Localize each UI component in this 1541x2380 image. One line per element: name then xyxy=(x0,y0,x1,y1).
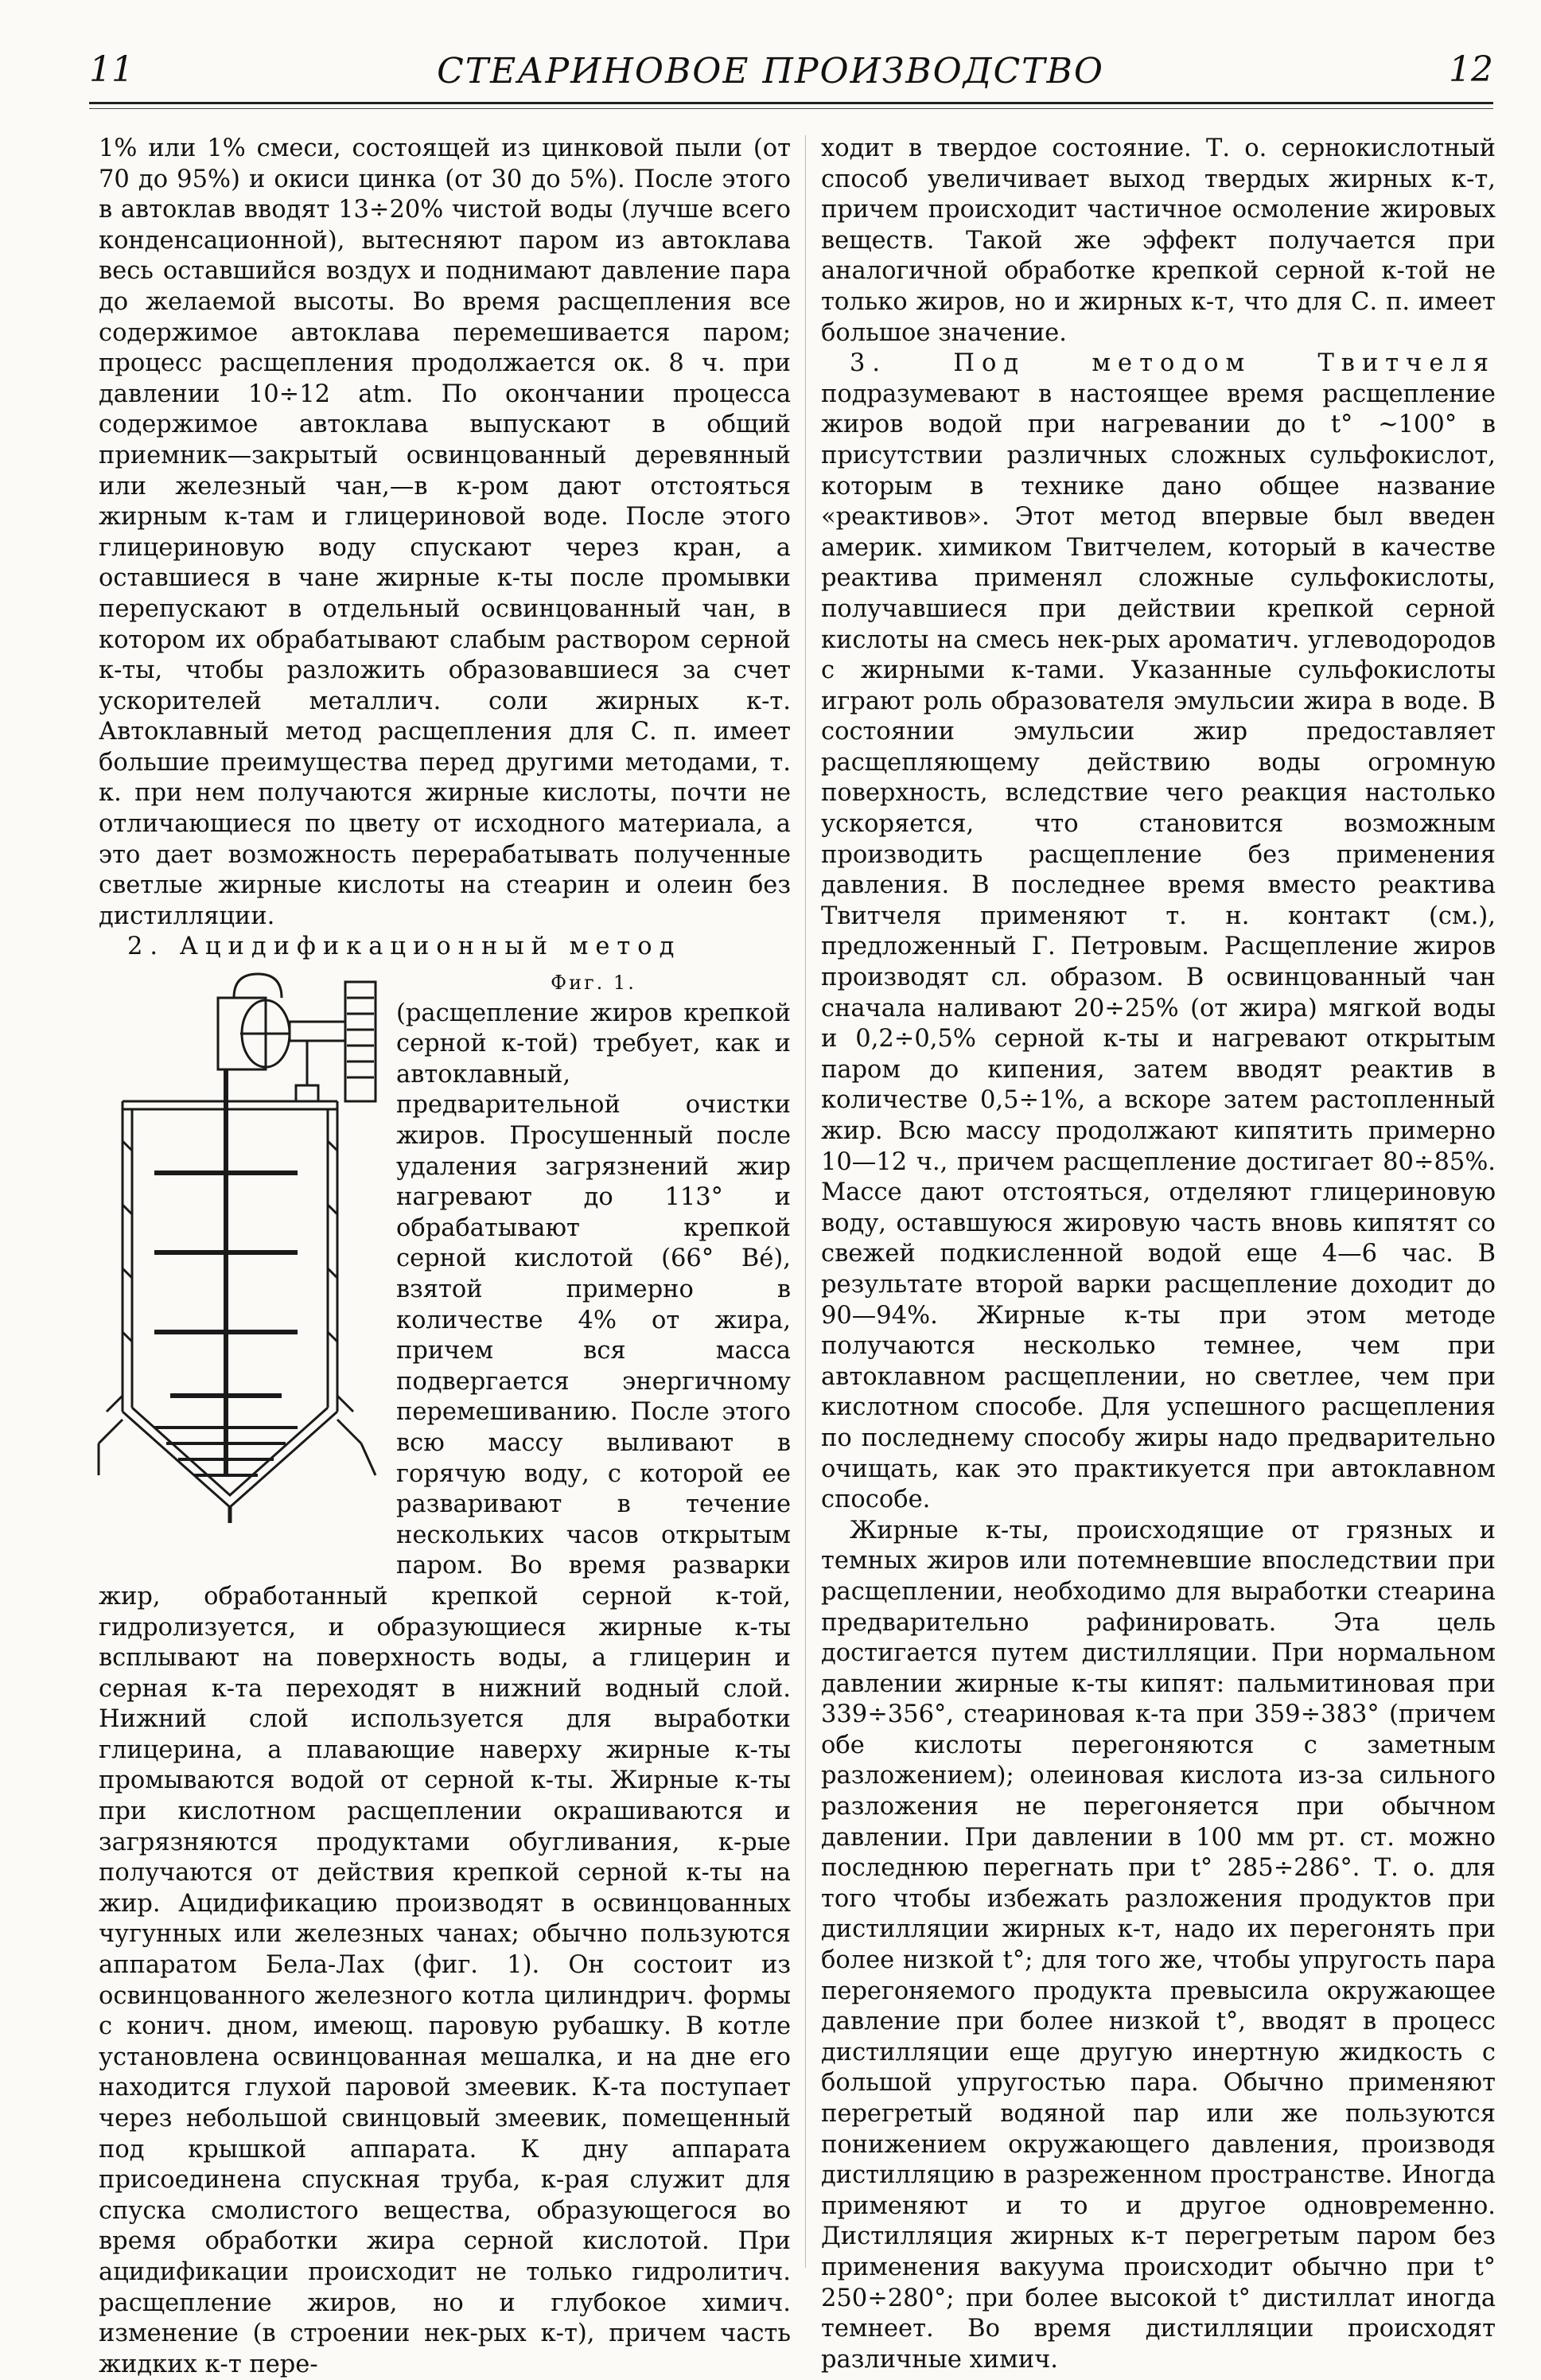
left-paragraph-1: 1% или 1% смеси, состоящей из цинковой пыли (от 70 до 95%) и окиси цинка (от 30 до 5%). После этого в автоклав вводят 13÷20% чистой воды (лучше всего конденсационной), вытесняют паром из автоклава весь оставшийся воздух и поднимают давление пара до желаемой высоты. Во время расщепления все содержимое автоклава перемешивается паром; процесс расщепления продолжается ок. 8 ч. при давлении 10÷12 atm. По окончании процесса содержимое автоклава выпускают в общий приемник—закрытый освинцованный деревянный или железный чан,—в к-ром дают отстояться жирным к-там и глицериновой воде. После этого глицериновую воду спускают через кран, а оставшиеся в чане жирные к-ты после промывки перепускают в отдельный освинцованный чан, в котором их обрабатывают слабым раствором серной к-ты, чтобы разложить образовавшиеся за счет ускорителей металлич. соли жирных к-т. Автоклавный метод расщепления для С. п. имеет большие преимущества перед другими методами, т. к. при нем получаются жирные кислоты, почти не отличающиеся по цвету от исходного материала, а это дает возможность перерабатывать полученные светлые жирные кислоты на стеарин и олеин без дистилляции. xyxy=(99,134,791,930)
column-separator xyxy=(805,135,806,2268)
header-rule xyxy=(89,102,1493,104)
bela-lakh-apparatus-illustration xyxy=(99,966,385,1523)
page-number-left: 11 xyxy=(89,49,134,90)
running-title: СТЕАРИНОВОЕ ПРОИЗВОДСТВО xyxy=(437,51,1104,92)
page-number-right: 12 xyxy=(1449,49,1493,90)
right-paragraph-2 xyxy=(821,349,1496,1516)
left-paragraph-2-text: (расщепление жиров крепкой серной к-той) требует, как и автоклавный, предварительной очистки жиров. Просушенный после удаления загрязнений жир нагревают до 113° и обрабатывают крепкой серной кислотой (66° Bé), взятой примерно в количестве 4% от жира, причем вся масса подвергается энергичному перемешиванию. После этого всю массу выливают в горячую воду, с которой ее разваривают в течение нескольких часов открытым паром. Во время разварки жир, обработанный крепкой серной к-той, гидролизуется, и образующиеся жирные к-ты всплывают на поверхность воды, а глицерин и серная к-та переходят в нижний водный слой. Нижний слой используется для выработки глицерина, а плавающие наверху жирные к-ты промываются водой от серной к-ты. Жирные к-ты при кислотном расщеплении окрашиваются и загрязняются продуктами обугливания, к-рые получаются от действия крепкой серной к-ты на жир. Ацидификацию производят в освинцованных чугунных или железных чанах; обычно пользуются аппаратом Бела-Лах (фиг. 1). Он состоит из освинцованного железного котла цилиндрич. формы с конич. дном, имеющ. паровую рубашку. В котле установлена освинцованная мешалка, и на дне его находится глухой паровой змеевик. К-та поступает через небольшой свинцовый змеевик, помещенный под крышкой аппарата. К дну аппарата присоединена спускная труба, к-рая служит для спуска смолистого вещества, образующегося во время обработки жира серной кислотой. При ацидификации происходит не только гидролитич. расщепление жиров, но и глубокое химич. изменение (в строении нек-рых к-т), причем часть жидких к-т пере- xyxy=(99,999,791,2378)
right-paragraph-2-text: подразумевают в настоящее время расщепление жиров водой при нагревании до t° ~100° в присутствии различных сложных сульфокислот, которым в технике дано общее название «реактивов». Этот метод впервые был введен америк. химиком Твитчелем, который в качестве реактива применял сложные сульфокислоты, получавшиеся при действии крепкой серной кислоты на смесь нек-рых ароматич. углеводородов с жирными к-тами. Указанные сульфокислоты играют роль образователя эмульсии жира в воде. В состоянии эмульсии жир предоставляет расщепляющему действию воды огромную поверхность, вследствие чего реакция настолько ускоряется, что становится возможным производить расщепление без применения давления. В последнее время вместо реактива Твитчеля применяют т. н. контакт (см.), предложенный Г. Петровым. Расщепление жиров производят сл. образом. В освинцованный чан сначала наливают 20÷25% (от жира) мягкой воды и 0,2÷0,5% серной к-ты и нагревают открытым паром до кипения, затем вводят реактив в количестве 0,5÷1%, а вскоре затем растопленный жир. Всю массу продолжают кипятить примерно 10—12 ч., причем расщепление достигает 80÷85%. Массе дают отстояться, отделяют глицериновую воду, оставшуюся жировую часть вновь кипятят со свежей подкисленной водой еще 4—6 час. В результате второй варки расщепление доходит до 90—94%. Жирные к-ты при этом методе получаются несколько темнее, чем при автоклавном расщеплении, но светлее, чем при кислотном способе. Для успешного расщепления по последнему способу жиры надо предварительно очищать, как это практикуется при автоклавном способе. xyxy=(821,380,1496,1514)
header-rule-thin xyxy=(89,108,1493,109)
figure-1 xyxy=(99,966,385,1564)
right-paragraph-3: Жирные к-ты, происходящие от грязных и темных жиров или потемневшие впоследствии при расщеплении, необходимо для выработки стеарина предварительно рафинировать. Эта цель достигается путем дистилляции. При нормальном давлении жирные к-ты кипят: пальмитиновая при 339÷356°, стеариновая к-та при 359÷383° (причем обе кислоты перегоняются с заметным разложением); олеиновая кислота из-за сильного разложения не перегоняется при обычном давлении. При давлении в 100 мм рт. ст. можно последнюю перегнать при t° 285÷286°. Т. о. для того чтобы избежать разложения продуктов при дистилляции жирных к-т, надо их перегонять при более низкой t°; для того же, чтобы упругость пара перегоняемого продукта превысила окружающее давление при более низкой t°, вводят в процесс дистилляции еще другую инертную жидкость с большой упругостью пара. Обычно применяют перегретый водяной пар или же пользуются понижением окружающего давления, производя дистилляцию в разреженном пространстве. Иногда применяют и то и другое одновременно. Дистилляция жирных к-т перегретым паром без применения вакуума происходит обычно при t° 250÷280°; при более высокой t° дистиллат иногда темнеет. Во время дистилляции происходят различные химич. xyxy=(821,1516,1496,2374)
figure-caption: Фиг. 1. xyxy=(551,972,636,995)
left-column xyxy=(99,134,791,2378)
right-paragraph-1: ходит в твердое состояние. Т. о. сернокислотный способ увеличивает выход твердых жирных к-т, причем происходит частичное осмоление жировых веществ. Такой же эффект получается при аналогичной обработке крепкой серной к-той не только жиров, но и жирных к-т, что для С. п. имеет большое значение. xyxy=(821,134,1496,347)
method-heading-twitchell: 3. Под методом Твитчеля xyxy=(850,349,1496,378)
method-heading-acidification: 2. Ацидификационный метод xyxy=(127,933,682,961)
left-paragraph-2 xyxy=(99,932,791,963)
right-column xyxy=(821,134,1496,2374)
